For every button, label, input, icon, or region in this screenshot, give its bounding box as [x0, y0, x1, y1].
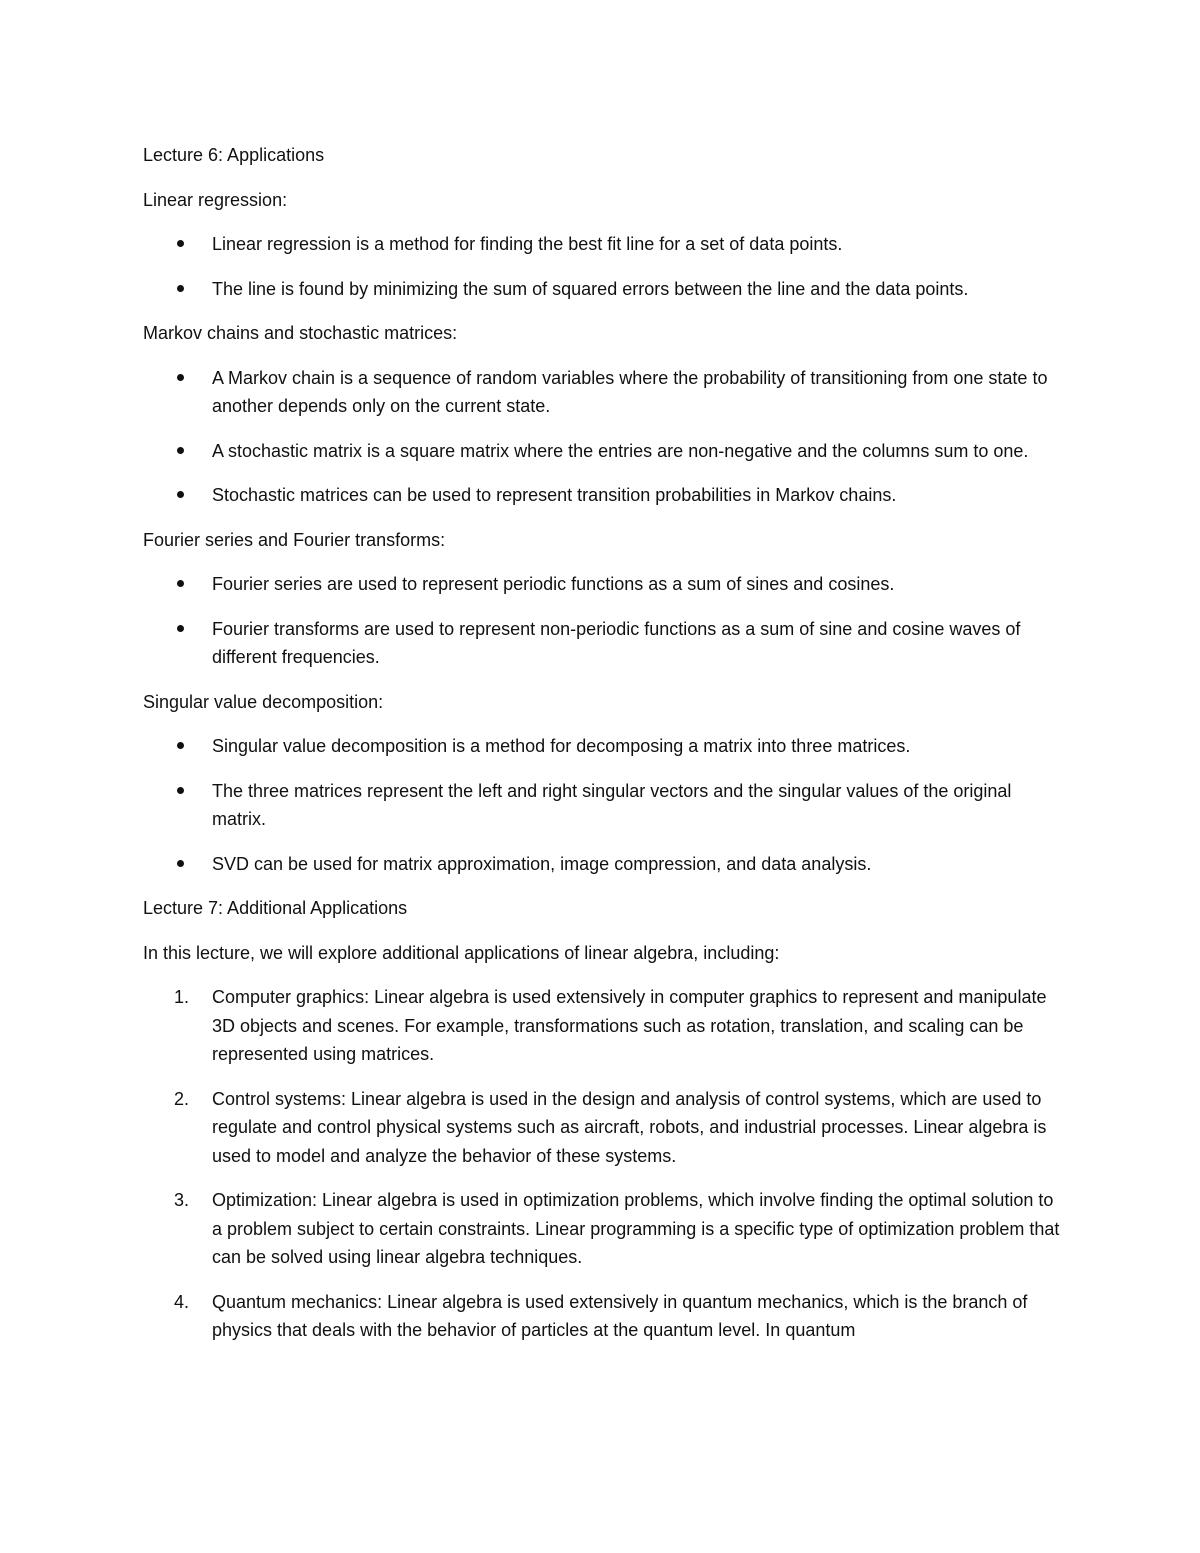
section-heading-svd: Singular value decomposition: — [143, 691, 384, 712]
bullet-list-fourier — [143, 570, 1063, 672]
list-item-text: SVD can be used for matrix approximation, image compression, and data analysis. — [212, 853, 872, 874]
list-item-text: Optimization: Linear algebra is used in optimization problems, which involve finding the optimal solution to a problem subject to certain constraints. Linear programming is a specific type of optimization problem that can be solved using linear algebra techniques. — [212, 1190, 1060, 1267]
list-item-text: Stochastic matrices can be used to represent transition probabilities in Markov chains. — [212, 485, 897, 505]
list-item-text: Linear regression is a method for finding the best fit line for a set of data points. — [212, 234, 843, 254]
list-item — [143, 1186, 1063, 1272]
list-item — [143, 850, 1063, 879]
bullet-icon — [174, 481, 186, 510]
list-item-text: A stochastic matrix is a square matrix where the entries are non-negative and the columns sum to one. — [212, 440, 1029, 461]
bullet-icon — [174, 364, 186, 393]
section-heading-linear-regression: Linear regression: — [143, 189, 288, 210]
section-heading-markov-chains: Markov chains and stochastic matrices: — [143, 323, 458, 343]
list-item-number: 4. — [174, 1291, 190, 1312]
list-item-text: Fourier series are used to represent periodic functions as a sum of sines and cosines. — [212, 574, 895, 594]
list-item-text: A Markov chain is a sequence of random variables where the probability of transitioning from one state to another depends only on the current state. — [212, 367, 1048, 416]
bullet-list-svd — [143, 732, 1063, 878]
list-item — [143, 481, 1063, 510]
lecture-7-title: Lecture 7: Additional Applications — [143, 898, 408, 918]
list-item-number: 1. — [174, 987, 190, 1007]
list-item — [143, 1085, 1063, 1171]
list-item-text: Singular value decomposition is a method for decomposing a matrix into three matrices. — [212, 736, 911, 756]
list-item-text: The line is found by minimizing the sum of squared errors between the line and the data points. — [212, 278, 969, 299]
document-page — [143, 141, 1063, 1361]
bullet-icon — [174, 275, 186, 304]
list-item — [143, 230, 1063, 259]
numbered-list-applications — [143, 983, 1063, 1345]
bullet-icon — [174, 732, 186, 761]
list-item — [143, 570, 1063, 599]
bullet-icon — [174, 615, 186, 644]
list-item — [143, 1288, 1063, 1345]
list-item-text: Quantum mechanics: Linear algebra is used extensively in quantum mechanics, which is the branch of physics that deals with the behavior of particles at the quantum level. In quantum — [212, 1291, 1028, 1340]
list-item — [143, 777, 1063, 834]
bullet-list-linear-regression — [143, 230, 1063, 303]
list-item — [143, 364, 1063, 421]
list-item — [143, 615, 1063, 672]
list-item — [143, 275, 1063, 304]
lecture-7-intro: In this lecture, we will explore additional applications of linear algebra, including: — [143, 942, 780, 963]
bullet-icon — [174, 570, 186, 599]
list-item-text: The three matrices represent the left and right singular vectors and the singular values of the original matrix. — [212, 780, 1012, 829]
bullet-icon — [174, 437, 186, 466]
list-item-text: Computer graphics: Linear algebra is used extensively in computer graphics to represent and manipulate 3D objects and scenes. For example, transformations such as rotation, translation, and scaling can be represented using matrices. — [212, 987, 1047, 1064]
bullet-icon — [174, 850, 186, 879]
bullet-icon — [174, 777, 186, 806]
list-item-text: Fourier transforms are used to represent non-periodic functions as a sum of sine and cosine waves of different frequencies. — [212, 618, 1021, 667]
list-item-number: 2. — [174, 1088, 190, 1109]
section-heading-fourier: Fourier series and Fourier transforms: — [143, 529, 446, 550]
bullet-list-markov-chains — [143, 364, 1063, 510]
list-item — [143, 437, 1063, 466]
lecture-6-title: Lecture 6: Applications — [143, 145, 325, 165]
list-item-number: 3. — [174, 1190, 190, 1210]
list-item — [143, 732, 1063, 761]
list-item-text: Control systems: Linear algebra is used in the design and analysis of control systems, which are used to regulate and control physical systems such as aircraft, robots, and industrial processes. Linear algebra is used to model and analyze the behavior of these systems. — [212, 1088, 1047, 1166]
list-item — [143, 983, 1063, 1069]
bullet-icon — [174, 230, 186, 259]
